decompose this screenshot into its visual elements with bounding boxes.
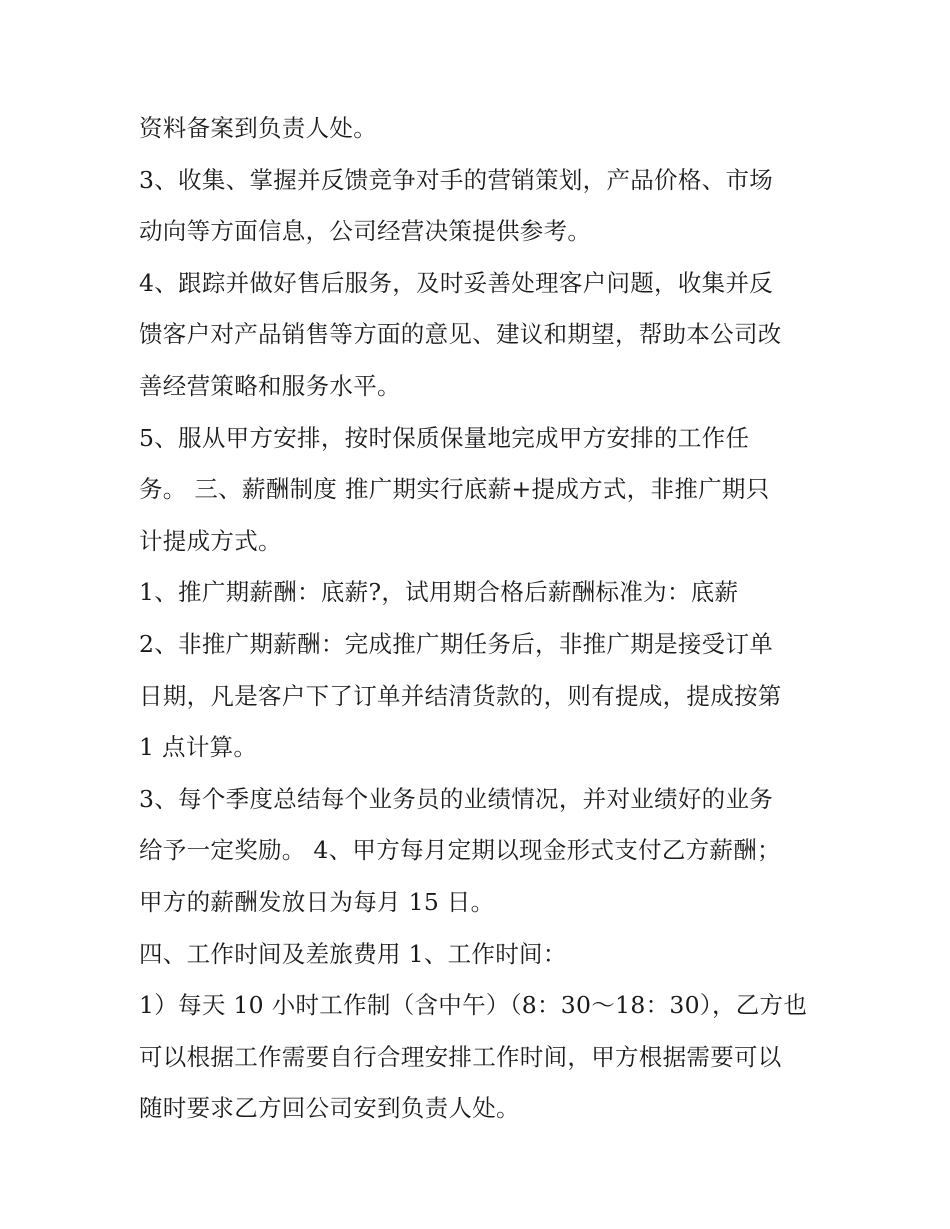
text-line: 5、服从甲方安排，按时保质保量地完成甲方安排的工作任 bbox=[139, 423, 750, 452]
text-line: 1 点计算。 bbox=[139, 733, 258, 762]
text-line: 3、每个季度总结每个业务员的业绩情况，并对业绩好的业务 bbox=[139, 784, 774, 813]
text-line: 1）每天 10 小时工作制（含中午）（8：30～18：30），乙方也 bbox=[139, 991, 808, 1020]
text-line: 2、非推广期薪酬：完成推广期任务后，非推广期是接受订单 bbox=[139, 629, 774, 658]
text-line: 馈客户对产品销售等方面的意见、建议和期望，帮助本公司改 bbox=[139, 320, 782, 349]
text-line: 计提成方式。 bbox=[139, 526, 282, 555]
text-line: 甲方的薪酬发放日为每月 15 日。 bbox=[139, 887, 495, 916]
text-line: 随时要求乙方回公司安到负责人处。 bbox=[139, 1094, 520, 1123]
document-body bbox=[139, 103, 829, 1135]
text-line: 资料备案到负责人处。 bbox=[139, 114, 377, 142]
text-line: 3、收集、掌握并反馈竞争对手的营销策划，产品价格、市场 bbox=[139, 165, 774, 194]
text-line: 1、推广期薪酬：底薪?，试用期合格后薪酬标准为：底薪 bbox=[139, 578, 739, 607]
text-line: 务。 三、薪酬制度 推广期实行底薪+提成方式，非推广期只 bbox=[139, 475, 770, 504]
text-line: 善经营策略和服务水平。 bbox=[139, 371, 401, 400]
text-line: 可以根据工作需要自行合理安排工作时间，甲方根据需要可以 bbox=[139, 1042, 782, 1071]
text-line: 日期，凡是客户下了订单并结清货款的，则有提成，提成按第 bbox=[139, 681, 782, 710]
text-line: 四、工作时间及差旅费用 1、工作时间： bbox=[139, 939, 567, 968]
text-line: 给予一定奖励。 4、甲方每月定期以现金形式支付乙方薪酬； bbox=[139, 836, 781, 865]
text-line: 动向等方面信息，公司经营决策提供参考。 bbox=[139, 217, 592, 246]
text-line: 4、跟踪并做好售后服务，及时妥善处理客户问题，收集并反 bbox=[139, 268, 774, 297]
